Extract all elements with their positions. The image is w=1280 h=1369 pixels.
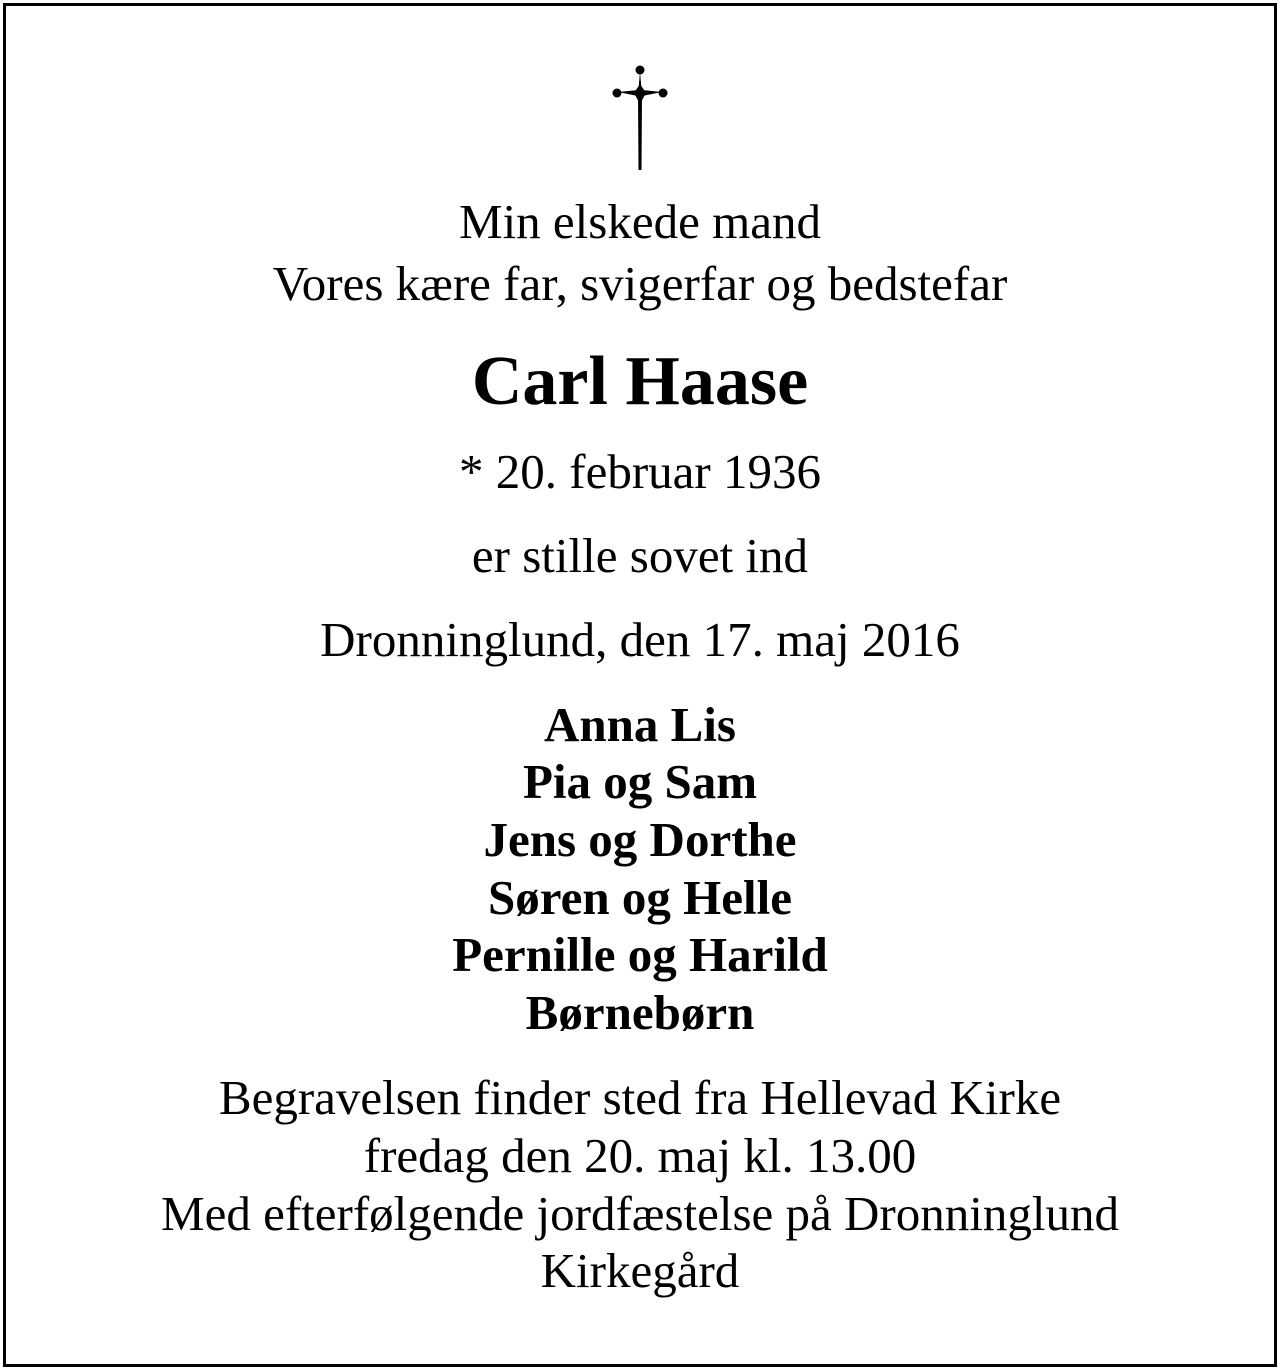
- funeral-line-4: Kirkegård: [540, 1243, 740, 1298]
- mourner-6: Børnebørn: [525, 985, 755, 1040]
- mourner-2: Pia og Sam: [522, 754, 758, 809]
- mourner-1: Anna Lis: [543, 697, 736, 752]
- mourner-3: Jens og Dorthe: [483, 812, 797, 867]
- mourner-4: Søren og Helle: [488, 870, 792, 925]
- passed-text: er stille sovet ind: [471, 528, 809, 583]
- cross-icon: [610, 62, 670, 172]
- deceased-name: Carl Haase: [471, 343, 809, 420]
- place-and-date: Dronninglund, den 17. maj 2016: [320, 612, 960, 667]
- intro-line-2: Vores kære far, svigerfar og bedstefar: [272, 256, 1008, 311]
- mourner-5: Pernille og Harild: [452, 927, 828, 982]
- funeral-line-3: Med efterfølgende jordfæstelse på Dronninglund: [161, 1186, 1119, 1241]
- funeral-line-1: Begravelsen finder sted fra Hellevad Kirke: [218, 1070, 1062, 1125]
- intro-line-1: Min elskede mand: [459, 194, 821, 249]
- funeral-line-2: fredag den 20. maj kl. 13.00: [363, 1128, 917, 1183]
- birth-date: * 20. februar 1936: [459, 444, 821, 499]
